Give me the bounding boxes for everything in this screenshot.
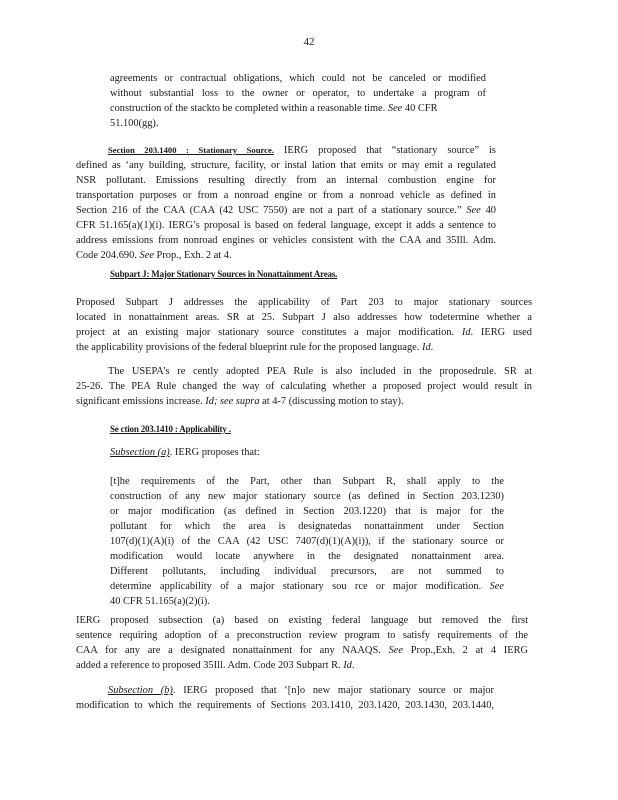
section-heading: Section 203.1400 : Stationary Source. <box>108 145 274 155</box>
text-line: modification to which the requirements of Sections 203.1410, 203.1420, 203.1430, 203.1440, <box>76 700 494 711</box>
text-line: transportation purposes or from a nonroad engine or from a nonroad vehicle as defined in <box>76 190 496 201</box>
text-line: Section 216 of the CAA (CAA (42 USC 7550) are not a part of a stationary source.” See 40 <box>76 205 496 216</box>
text-line: Proposed Subpart J addresses the applicability of Part 203 to major stationary sources <box>76 297 532 308</box>
subsection-a-intro <box>110 445 410 460</box>
text-line: added a reference to proposed 35Ill. Adm. Code 203 Subpart R. Id. <box>76 660 355 671</box>
text-line: address emissions from nonroad engines or vehicles consistent with the CAA and 35Ill. Adm. <box>76 235 496 246</box>
text-line: the applicability provisions of the federal blueprint rule for the proposed language. Id. <box>76 342 434 353</box>
text-line: located in nonattainment areas. SR at 25. Subpart J also addresses how todetermine whether a <box>76 312 532 323</box>
text-line: CAA for any are a designated nonattainment for any NAAQS. See Prop.,Exh. 2 at 4 IERG <box>76 645 528 656</box>
text-line: project at an existing major stationary source constitutes a major modification. Id. IERG used <box>76 327 532 338</box>
text-line: agreements or contractual obligations, which could not be canceled or modified <box>110 73 486 84</box>
subpart-j-paragraph <box>76 295 532 355</box>
text-line: Different pollutants, including individual precursors, are not summed to <box>110 566 504 577</box>
text-line: Subsection (a). IERG proposes that: <box>110 447 260 458</box>
text-line: 25-26. The PEA Rule changed the way of calculating whether a proposed project would result in <box>76 381 532 392</box>
text-line: modification would locate anywhere in the designated nonattainment area. <box>110 551 504 562</box>
text-line: Subsection (b). IERG proposed that ‘[n]o new major stationary source or major <box>108 685 495 696</box>
text-line: significant emissions increase. Id; see supra at 4-7 (discussing motion to stay). <box>76 396 404 407</box>
text-line: or major modification (as defined in Section 203.1220) that is major for the <box>110 506 504 517</box>
text-line: The USEPA’s re cently adopted PEA Rule is also included in the proposedrule. SR at <box>108 366 532 377</box>
section-203-1410-heading: Se ction 203.1410 : Applicability . <box>110 424 231 434</box>
text-line: [t]he requirements of the Part, other than Subpart R, shall apply to the <box>110 476 504 487</box>
subsection-a-quote <box>110 474 504 609</box>
subpart-j-heading: Subpart J: Major Stationary Sources in Nonattainment Areas. <box>110 269 338 279</box>
text-line: without substantial loss to the owner or operator, to undertake a program of <box>110 88 486 99</box>
text-line: IERG proposed subsection (a) based on existing federal language but removed the first <box>76 615 528 626</box>
text-line: construction of any new major stationary source (as defined in Section 203.1230) <box>110 491 504 502</box>
text-line: sentence requiring adoption of a preconstruction review program to satisfy requirements of the <box>76 630 528 641</box>
text-line: defined as ‘any building, structure, facility, or instal lation that emits or may emit a regulated <box>76 160 496 171</box>
page-number: 42 <box>303 36 315 48</box>
text-line: NSR pollutant. Emissions resulting directly from an internal combustion engine for <box>76 175 496 186</box>
text-line: pollutant for which the area is designatedas nonattainment under Section <box>110 521 504 532</box>
text-line: Code 204.690. See Prop., Exh. 2 at 4. <box>76 250 232 261</box>
text-line: determine applicability of a major stationary sou rce or major modification. See <box>110 581 504 592</box>
citation-signal: See <box>387 103 403 114</box>
paragraph-continuation <box>110 71 486 131</box>
text-line: 40 CFR 51.165(a)(2)(i). <box>110 596 210 607</box>
subsection-a-label: Subsection (a) <box>110 447 170 458</box>
text-line: construction of the stackto be completed within a reasonable time. See 40 CFR <box>110 103 438 114</box>
subsection-b-label: Subsection (b) <box>108 685 173 696</box>
pea-paragraph <box>76 364 532 409</box>
subsection-a-discussion <box>76 613 528 673</box>
text-line: CFR 51.165(a)(1)(i). IERG’s proposal is based on federal language, except it adds a sentence to <box>76 220 496 231</box>
section-203-1400 <box>76 143 496 263</box>
text-line: Section 203.1400 : Stationary Source. IERG proposed that “stationary source” is <box>108 145 496 156</box>
text-line: 51.100(gg). <box>110 118 159 129</box>
text-line: 107(d)(1)(A)(i) of the CAA (42 USC 7407(d)(1)(A)(i)), if the stationary source or <box>110 536 504 547</box>
subsection-b-paragraph <box>76 683 494 713</box>
